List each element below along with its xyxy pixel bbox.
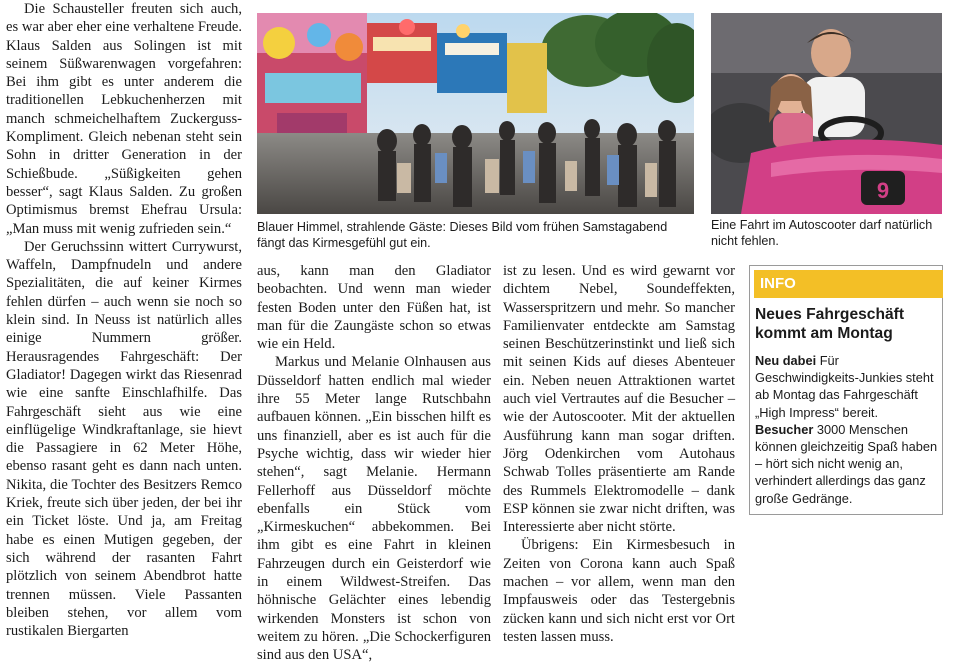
info-headline: Neues Fahrgeschäft kommt am Montag bbox=[755, 306, 905, 342]
info-item bbox=[755, 421, 941, 507]
info-label: INFO bbox=[754, 270, 943, 298]
side-photo-caption: Eine Fahrt im Autoscooter darf natürlich nicht fehlen. bbox=[711, 218, 933, 248]
fairground-crowd-photo bbox=[257, 13, 694, 214]
info-item-text: 3000 Menschen können gleichzeitig Spaß haben – hört sich nicht wenig an, verhindert allerdings das ganz große Gedränge. bbox=[755, 421, 938, 506]
info-item-lead: Besucher bbox=[755, 421, 814, 437]
info-item-lead: Neu dabei bbox=[755, 353, 817, 368]
info-body bbox=[755, 352, 941, 507]
article-paragraph: Übrigens: Ein Kirmesbesuch in Zeiten von Corona kann auch Spaß machen – vor allem, wenn man den Impfausweis oder das Testergebnis zücken kann und sich nicht erst vor Ort testen lassen muss. bbox=[503, 537, 735, 645]
article-column-2 bbox=[257, 262, 491, 665]
bumper-car-photo bbox=[711, 13, 942, 214]
info-box bbox=[749, 265, 943, 515]
car-number: 9 bbox=[876, 178, 890, 203]
article-paragraph: ist zu lesen. Und es wird gewarnt vor dichtem Nebel, Soundeffekten, Wasserspritzern und mehr. So mancher Familienvater entdeckte am Samstag seinen Beschützerinstinkt und ließ sich mit seinen Kids auf dieses Abenteuer ein. Neben neuen Attraktionen wartet auch viel Vertrautes auf die Besucher – wie der Autoscooter. Mit der aktuellen Ausführung kann man sogar driften. Jörg Odenkirchen vom Autohaus Schwab Tolles präsentierte am Rande des Rummels Elektromodelle – dank ESP können sie zwar nicht driften, was Interessierte aber nicht störte. bbox=[503, 263, 735, 536]
info-item bbox=[755, 352, 941, 421]
article-paragraph: Markus und Melanie Olnhausen aus Düsseldorf hatten endlich mal wieder ihre 55 Meter lange Rutschbahn aufbauen können. „Ein bisschen hilft es uns finanziell, aber es ist auch für die Psyche wichtig, dass wir wieder hier stehen“, sagt Melanie. Hermann Fellerhoff aus Düsseldorf möchte ebenfalls ein Stück vom „Kirmeskuchen“ abbekommen. Bei ihm gibt es eine Fahrt in kleinen Fahrzeugen durch ein Geisterdorf wie in einem Wildwest-Streifen. Das höhnische Gelächter eines lebendig wirkenden Monsters ist schon von weitem zu hören. „Die Schockerfiguren sind aus den USA“, bbox=[257, 354, 491, 664]
article-column-1 bbox=[6, 0, 242, 640]
article-paragraph: Der Geruchssinn wittert Currywurst, Waffeln, Dampfnudeln und andere Spezialitäten, die auf keiner Kirmes fehlen dürfen – auch wenn sie noch so klein sind. In Neuss ist natürlich alles einige Nummern größer. Herausragendes Fahrgeschäft: Der Gladiator! Dagegen wirkt das Riesenrad wie eine sanfte Einschlafhilfe. Das Fahrgeschäft sieht aus wie eine einflügelige Windkraftanlage, sie hievt die Passagiere in 62 Meter Höhe, ebenso rasant geht es dann nach unten. Nikita, die Tochter des Besitzers Remco Kriek, freute sich über jeden, der bei ihr ein Ticket löste. Und ja, am Freitag habe es einen Mutigen gegeben, der sich während der rasanten Fahrt plötzlich von seinem Abendbrot hatte trennen müssen. Viele Passanten bleiben stehen, vor allem vom rustikalen Biergarten bbox=[6, 238, 242, 640]
article-column-3 bbox=[503, 262, 735, 646]
info-item-text: Für Geschwindigkeits-Junkies steht ab Montag das Fahrgeschäft „High Impress“ bereit. bbox=[755, 353, 934, 420]
main-photo-caption: Blauer Himmel, strahlende Gäste: Dieses Bild vom frühen Samstagabend fängt das Kirmesgefühl gut ein. bbox=[257, 220, 668, 250]
article-paragraph: Die Schausteller freuten sich auch, es war aber eher eine verhaltene Freude. Klaus Salden aus Solingen ist mit seinem Süßwarenwagen vorgefahren: Bei ihm gibt es unter anderem die traditionellen Lebkuchenherzen mit manch schmeichelhaftem Zuckerguss-Kompliment. Gleich nebenan steht sein Sohn in dritter Generation in der Schießbude. „Süßigkeiten gehen besser“, sagt Klaus Salden. Zu großen Optimismus bremst Ehefrau Ursula: „Man muss mit wenig zufrieden sein.“ bbox=[6, 1, 242, 237]
article-paragraph: aus, kann man den Gladiator beobachten. Und wenn man wieder festen Boden unter den Füßen hat, ist man für die Zaungäste schon so etwas wie ein Held. bbox=[257, 263, 491, 353]
